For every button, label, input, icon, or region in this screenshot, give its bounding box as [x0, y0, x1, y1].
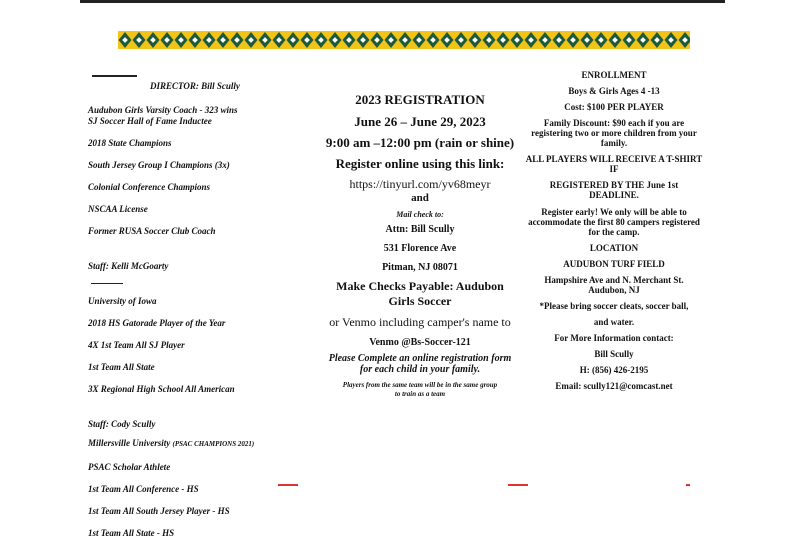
team-note-1: Players from the same team will be in the same group: [342, 381, 498, 389]
form-note-1: Please Complete an online registration form: [328, 353, 512, 364]
contact-name: Bill Scully: [594, 349, 634, 359]
camp-times: 9:00 am –12:00 pm (rain or shine): [325, 135, 515, 150]
fold-mark: [508, 484, 528, 486]
field-name: AUDUBON TURF FIELD: [563, 259, 665, 269]
cost: Cost: $100 PER PLAYER: [564, 102, 664, 112]
director-credential: Colonial Conference Champions: [88, 181, 211, 192]
mail-attn: Attn: Bill Scully: [385, 224, 455, 235]
director-credential: NSCAA License: [88, 203, 148, 214]
director-credential: Audubon Girls Varsity Coach - 323 wins: [88, 104, 238, 115]
staff-column: [88, 75, 288, 538]
location-heading: LOCATION: [589, 243, 639, 253]
payable-line-2: Girls Soccer: [388, 294, 452, 308]
venmo-handle: Venmo @Bs-Soccer-121: [369, 337, 471, 348]
director-credential: 2018 State Champions: [88, 137, 172, 148]
staff-credential: University of Iowa: [88, 296, 157, 306]
form-note-2: for each child in your family.: [359, 364, 481, 375]
director-credential: Former RUSA Soccer Club Coach: [88, 225, 216, 236]
staff-credential: 1st Team All South Jersey Player - HS: [88, 506, 230, 516]
staff-credential: 2018 HS Gatorade Player of the Year: [88, 318, 226, 328]
register-early-note: Register early! We only will be able to accommodate the first 80 campers registered for the camp.: [528, 207, 700, 237]
mail-city: Pitman, NJ 08071: [382, 262, 458, 273]
enrollment-heading: ENROLLMENT: [581, 70, 647, 80]
university-note: (PSAC CHAMPIONS 2021): [172, 440, 255, 448]
top-rule: [80, 0, 725, 3]
director-credential: SJ Soccer Hall of Fame Inductee: [88, 115, 212, 126]
info-column: [525, 70, 703, 391]
payable-line-1: Make Checks Payable: Audubon: [336, 279, 504, 293]
staff-credential: [88, 438, 288, 448]
staff-credential: 1st Team All Conference - HS: [88, 484, 199, 494]
contact-email[interactable]: Email: scully121@comcast.net: [555, 381, 673, 391]
and-text: and: [411, 192, 429, 204]
staff-credential: 3X Regional High School All American: [88, 384, 235, 394]
divider: [91, 283, 123, 285]
university-name: Millersville University: [88, 438, 171, 448]
divider: [92, 75, 137, 77]
staff-credential: 1st Team All State - HS: [88, 528, 175, 538]
mail-check-label: Mail check to:: [396, 210, 444, 219]
team-note-2: to train as a team: [394, 390, 446, 398]
staff-credential: 4X 1st Team All SJ Player: [88, 340, 185, 350]
diamond-pattern-icon: [118, 31, 690, 49]
tshirt-note: ALL PLAYERS WILL RECEIVE A T-SHIRT IF: [525, 154, 703, 174]
decorative-diamond-band: [118, 31, 690, 49]
fold-mark: [278, 484, 298, 486]
address-line-1: Hampshire Ave and N. Merchant St.: [544, 275, 684, 285]
bring-note-2: and water.: [593, 317, 635, 327]
register-online: Register online using this link:: [335, 156, 505, 171]
more-info-label: For More Information contact:: [554, 333, 674, 343]
director-credential: South Jersey Group I Champions (3x): [88, 159, 230, 170]
registration-column: [300, 92, 540, 398]
director-label: DIRECTOR: Bill Scully: [150, 80, 240, 91]
bring-note: *Please bring soccer cleats, soccer ball,: [539, 301, 689, 311]
fold-mark: [686, 484, 690, 486]
deadline-note: REGISTERED BY THE June 1st DEADLINE.: [549, 180, 679, 200]
staff-label: Staff: Kelli McGoarty: [88, 260, 169, 271]
contact-phone: H: (856) 426-2195: [579, 365, 649, 375]
mail-street: 531 Florence Ave: [383, 243, 457, 254]
family-discount: Family Discount: $90 each if you are registering two or more children from your family.: [531, 118, 697, 148]
staff-credential: PSAC Scholar Athlete: [88, 462, 171, 472]
registration-link[interactable]: https://tinyurl.com/yv68meyr: [349, 177, 491, 191]
camp-dates: June 26 – June 29, 2023: [354, 114, 486, 129]
staff-label: Staff: Cody Scully: [88, 419, 156, 429]
registration-title: 2023 REGISTRATION: [355, 92, 485, 107]
age-range: Boys & Girls Ages 4 -13: [568, 86, 660, 96]
address-line-2: Audubon, NJ: [588, 285, 640, 295]
venmo-intro: or Venmo including camper's name to: [329, 315, 511, 329]
staff-credential: 1st Team All State: [88, 362, 155, 372]
